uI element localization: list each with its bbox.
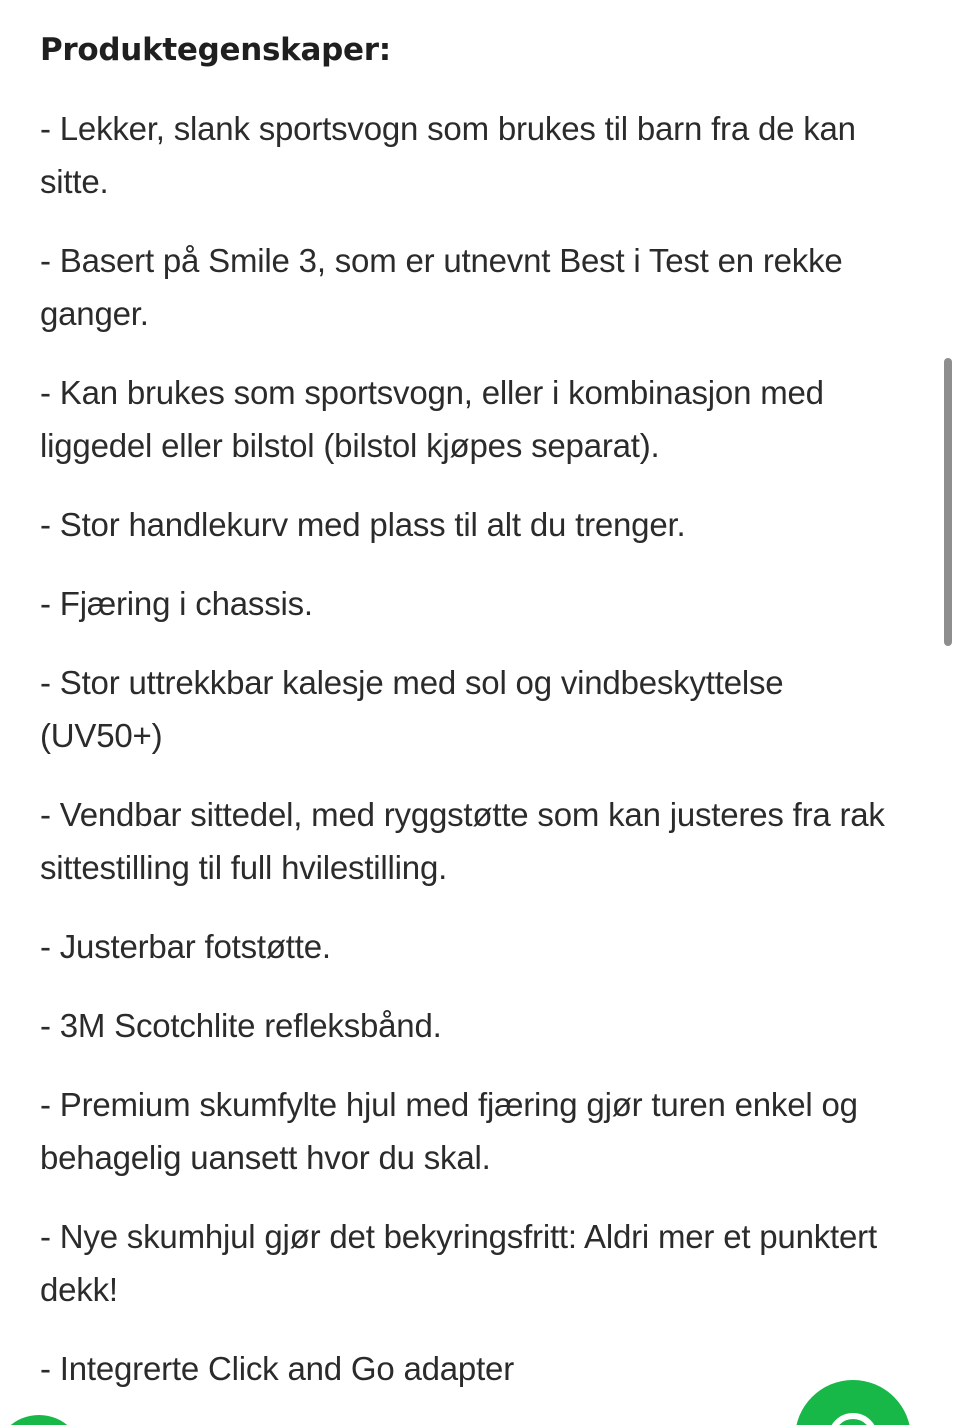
feature-item: - Lekker, slank sportsvogn som brukes til barn fra de kan sitte. — [40, 110, 856, 200]
feature-item: - Fjæring i chassis. — [40, 585, 313, 622]
section-heading: Produktegenskaper: — [40, 32, 391, 68]
product-details-section — [40, 24, 910, 1421]
feature-item: - Kan brukes som sportsvogn, eller i kombinasjon med liggedel eller bilstol (bilstol kjøpes separat). — [40, 374, 824, 464]
feature-item: - Stor uttrekkbar kalesje med sol og vindbeskyttelse (UV50+) — [40, 664, 784, 754]
scrollbar-thumb[interactable] — [944, 358, 952, 646]
feature-item: - Nye skumhjul gjør det bekyringsfritt: Aldri mer et punktert dekk! — [40, 1218, 877, 1308]
feature-item: - Basert på Smile 3, som er utnevnt Best i Test en rekke ganger. — [40, 242, 843, 332]
feature-item: - Vendbar sittedel, med ryggstøtte som kan justeres fra rak sittestilling til full hvilestilling. — [40, 796, 885, 886]
feature-item: - Stor handlekurv med plass til alt du trenger. — [40, 506, 686, 543]
feature-item: - Justerbar fotstøtte. — [40, 928, 331, 965]
feature-item: - Integrerte Click and Go adapter — [40, 1350, 514, 1387]
feature-item: - 3M Scotchlite refleksbånd. — [40, 1007, 442, 1044]
feature-list — [40, 102, 910, 1395]
feature-item: - Premium skumfylte hjul med fjæring gjør turen enkel og behagelig uansett hvor du skal. — [40, 1086, 858, 1176]
